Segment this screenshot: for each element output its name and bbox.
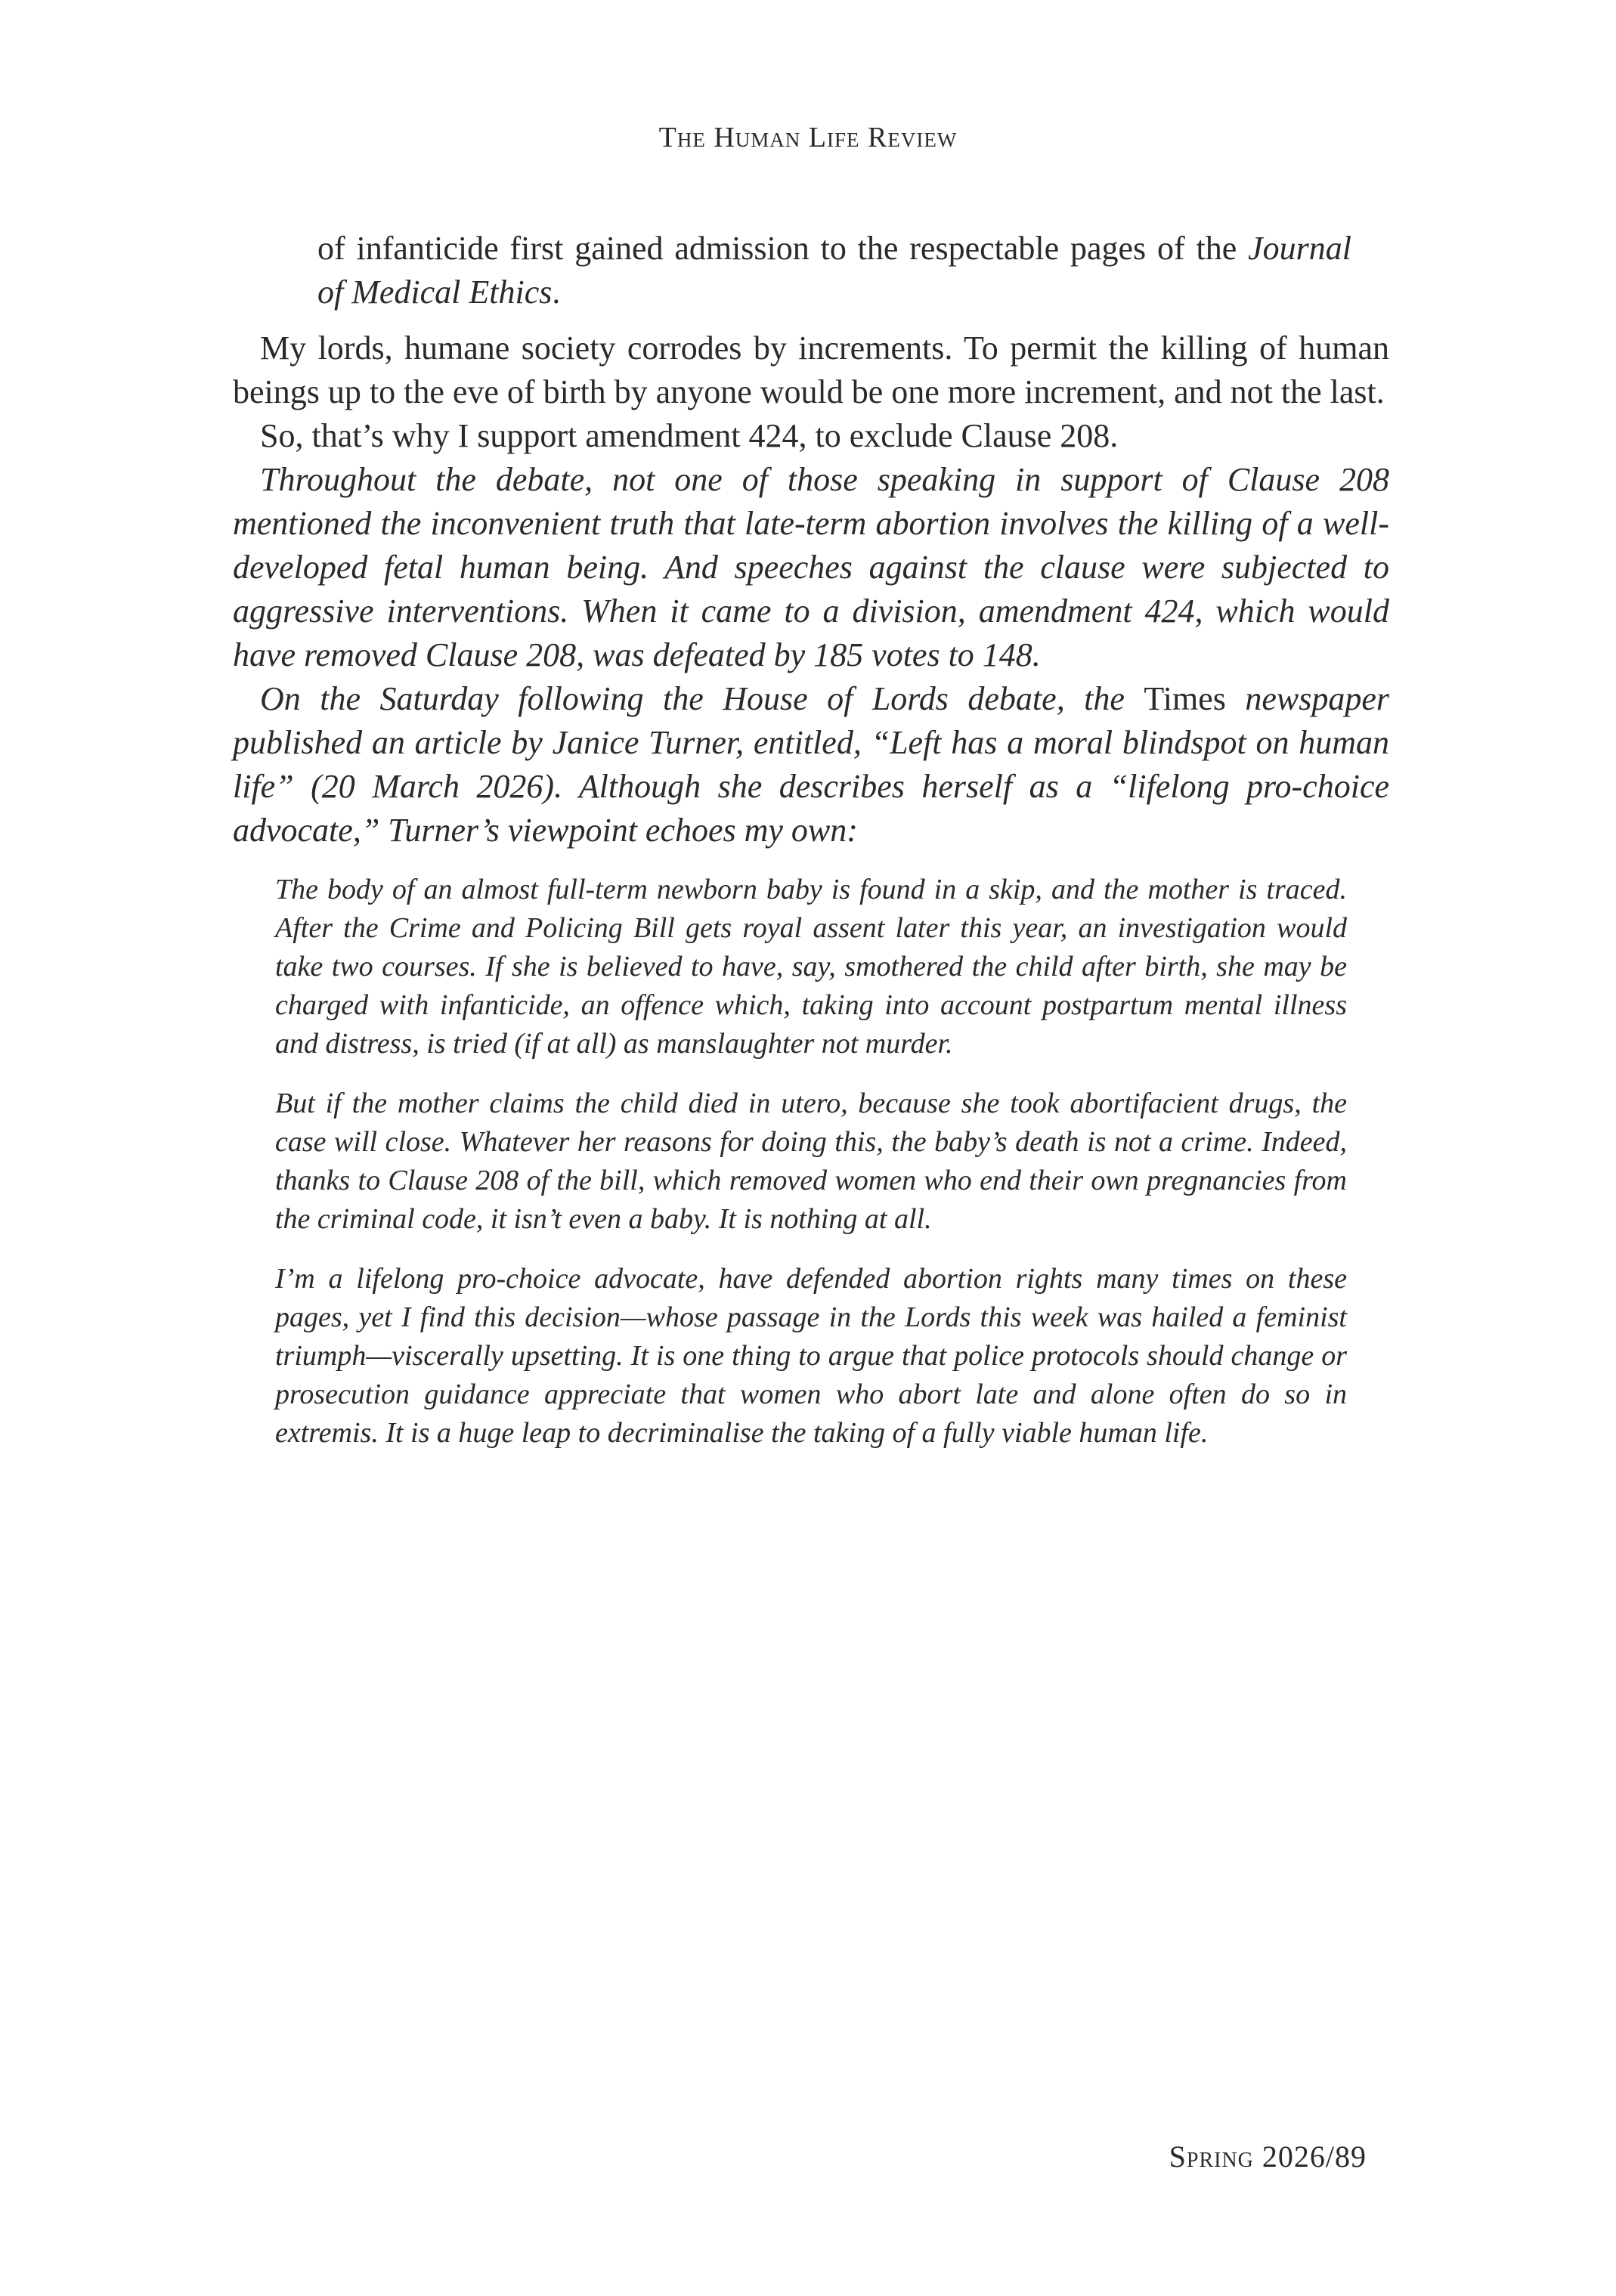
- paragraph-amendment: So, that’s why I support amendment 424, to exclude Clause 208.: [260, 417, 1119, 454]
- block-quote-3: I’m a lifelong pro-choice advocate, have defended abortion rights many times on these pages, yet I find this decision—whose passage in the Lords this week was hailed a feminist triumph—viscerally upsetting. It is one thing to argue that police protocols should change or prosecution guidance appreciate that women who abort late and alone often do so in extremis. It is a huge leap to decriminalise the taking of a fully viable human life.: [275, 1263, 1347, 1449]
- block-quote-2: But if the mother claims the child died in utero, because she took abortifacient drugs, the case will close. Whatever her reasons for doing this, the baby’s death is not a crime. Indeed, thanks to Clause 208 of the bill, which removed women who end their own pregnancies from the criminal code, it isn’t even a baby. It is nothing at all.: [275, 1088, 1347, 1235]
- paragraph-humane-society: My lords, humane society corrodes by increments. To permit the killing of human beings up to the eve of birth by anyone would be one more increment, and not the last.: [233, 330, 1389, 410]
- page-body: [233, 227, 1389, 1453]
- paragraph-times-article: [233, 677, 1389, 852]
- paragraph-debate: Throughout the debate, not one of those speaking in support of Clause 208 mentioned the inconvenient truth that late-term abortion involves the killing of a well-developed fetal human being. And speeches against the clause were subjected to aggressive interventions. When it came to a division, amendment 424, which would have removed Clause 208, was defeated by 185 votes to 148.: [233, 461, 1389, 673]
- p5-text-b: newspaper published an article by Janice Turner, entitled, “Left has a moral blindspot on human life” (20 March 2026). Although she describes herself as a “lifelong pro-choice advocate,” Turner’s viewpoint echoes my own:: [233, 680, 1389, 849]
- p1-end: .: [552, 274, 561, 311]
- block-quote-1: The body of an almost full-term newborn baby is found in a skip, and the mother is traced. After the Crime and Policing Bill gets royal assent later this year, an investigation would take two courses. If she is believed to have, say, smothered the child after birth, she may be charged with infanticide, an offence which, taking into account postpartum mental illness and distress, is tried (if at all) as manslaughter not murder.: [275, 874, 1347, 1060]
- journal-title: Journal of Medical Ethics: [317, 230, 1351, 311]
- p1-text: of infanticide first gained admission to the respectable pages of the: [317, 230, 1249, 267]
- p5-text-a: On the Saturday following the House of Lords debate, the: [260, 680, 1144, 717]
- paragraph-continuation: [233, 227, 1389, 314]
- times-title: Times: [1144, 680, 1226, 717]
- page-folio: Spring 2026/89: [1169, 2140, 1367, 2174]
- running-header: The Human Life Review: [658, 122, 958, 153]
